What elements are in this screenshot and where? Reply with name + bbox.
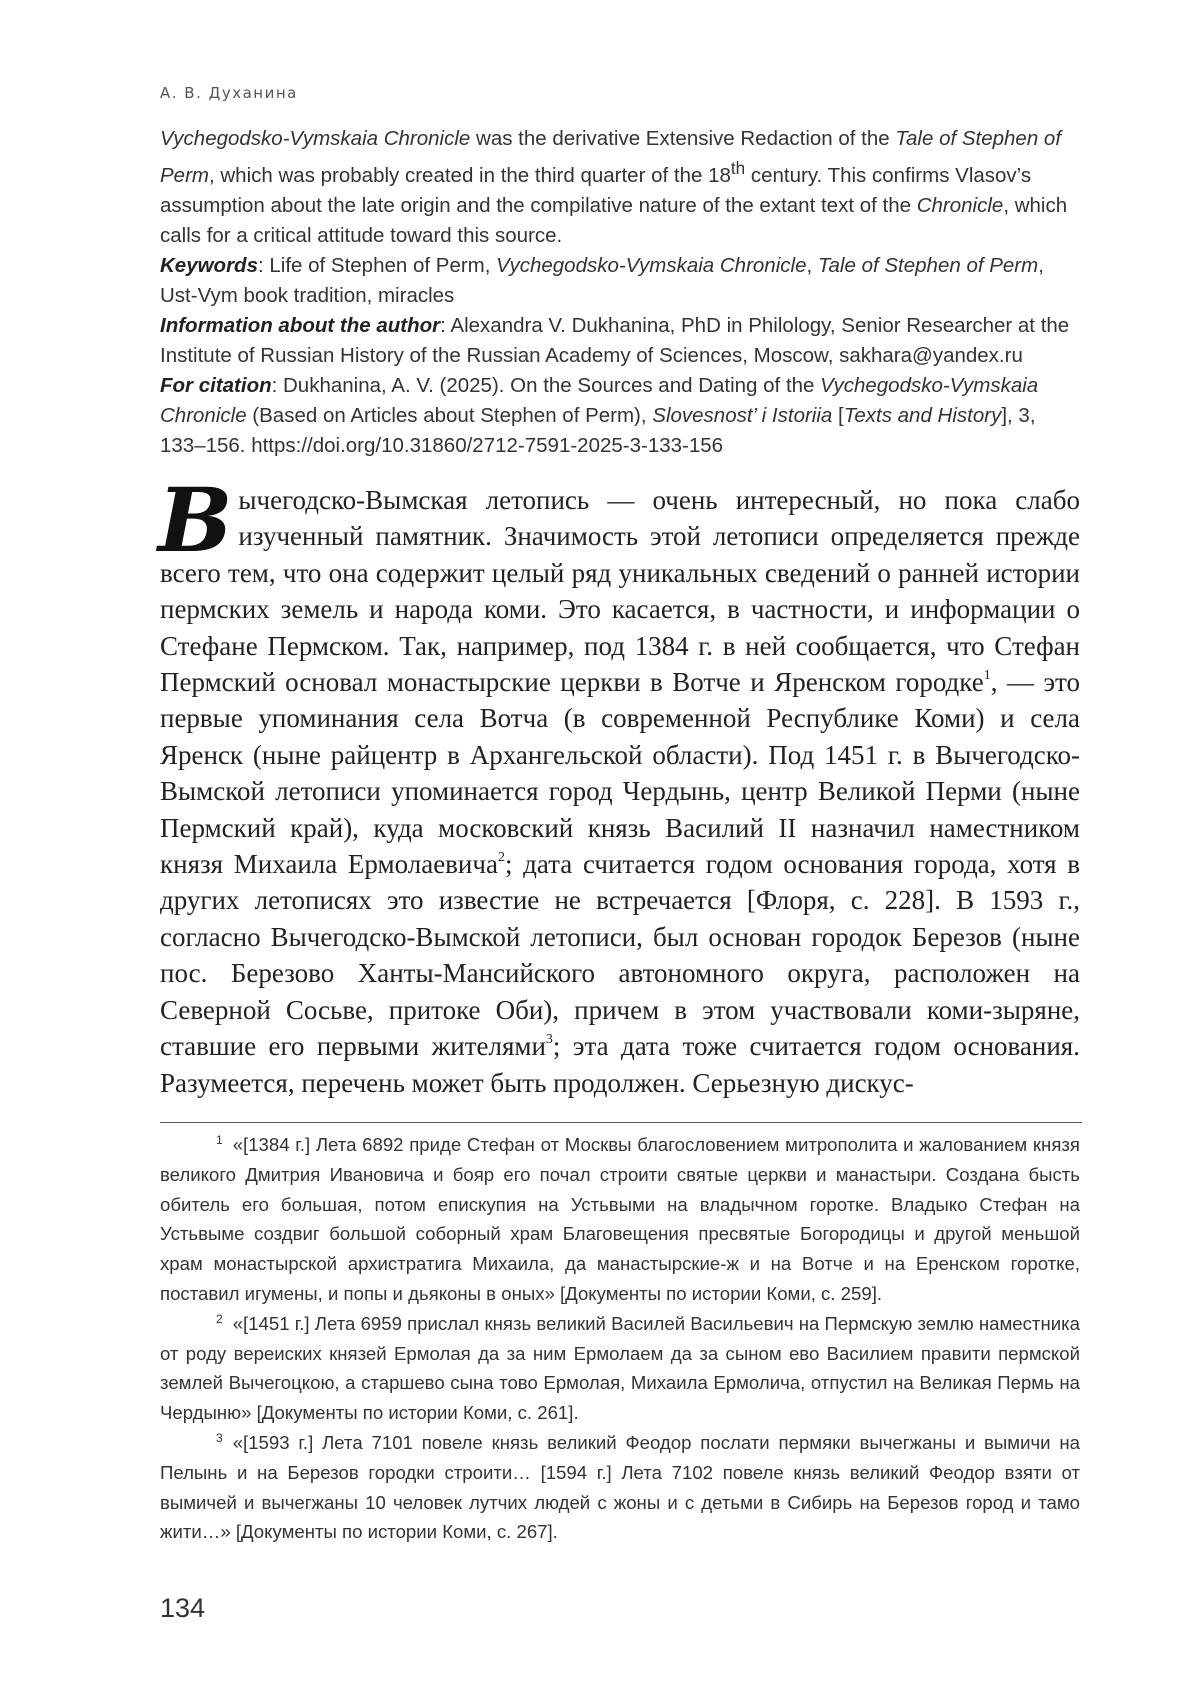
footnote-ref-2[interactable]: 2 — [497, 850, 505, 866]
footnote-number: 3 — [216, 1430, 223, 1445]
footnote-ref-3[interactable]: 3 — [545, 1032, 553, 1048]
abstract-paragraph: Vychegodsko-Vymskaia Chronicle was the derivative Extensive Redaction of the Tale of Stephen of Perm, which was probably created in the third quarter of the 18th century. This confirms Vlasov’s assumption about the late origin and the compilative nature of the extant text of the Chronicle, which calls for a critical attitude toward this source. — [160, 127, 1068, 247]
footnote-divider — [160, 1122, 1082, 1123]
footnotes — [160, 1130, 1080, 1547]
keywords-label: Keywords — [160, 253, 258, 277]
drop-cap: В — [158, 468, 233, 572]
author-info-label: Information about the author — [160, 313, 441, 337]
author-info: Information about the author: Alexandra V. Dukhanina, PhD in Philology, Senior Researcher at the Institute of Russian History of the Russian Academy of Sciences, Moscow, sakhara@yandex.ru — [160, 313, 1070, 367]
citation-label: For citation — [160, 373, 272, 397]
footnote-1: $^1$ «[1384 г.] Лета 6892 приде Стефан от Москвы благословением митрополита и жалованием князя великого Дмитрия Ивановича и бояр его почал строити святые церкви и манастыри. Создана бысть обитель его большая, потом епискупия на Устьвыми на владычном горотке. Владыко Стефан на Устьвыме создвиг большой соборный храм Благовещения пресвятые Богородицы и другой меньшой храм монастырской архистратига Михаила, да манастырские-ж и на Вотче и на Еренском горотке, поставил игумены, и попы и дьяконы в оных» [Документы по истории Коми, с. 259]. — [160, 1132, 1080, 1304]
footnote-3: $^3$ «[1593 г.] Лета 7101 повеле князь великий Феодор послати пермяки вычегжаны и вымичи на Пелынь и на Березов городки строити… [1594 г.] Лета 7102 повеле князь великий Феодор взяти от вымичей и вычегжаны 10 человек лутчих людей с жоны и с детьми в Сибирь на Березов город и тамо жити…» [Документы по истории Коми, с. 267]. — [160, 1430, 1080, 1543]
page-number: 134 — [160, 1593, 206, 1623]
footnote-number: 2 — [216, 1311, 223, 1326]
footnote-2: $^2$ «[1451 г.] Лета 6959 прислал князь великий Василей Васильевич на Пермскую землю наместника от роду вереиских князей Ермолая да за ним Ермолаем да за сыном ево Василием правити пермской землей Вычегоцкою, а старшево сына тово Ермолая, Михаила Ермолича, отпустил на Великая Пермь на Чердыню» [Документы по истории Коми, с. 261]. — [160, 1311, 1080, 1424]
footnote-ref-1[interactable]: 1 — [983, 668, 991, 684]
footnote-number: 1 — [216, 1132, 223, 1147]
keywords: Keywords: Life of Stephen of Perm, Vychegodsko-Vymskaia Chronicle, Tale of Stephen of Perm, Ust-Vym book tradition, miracles — [160, 253, 1044, 307]
running-head-author: А. В. Духанина — [160, 84, 298, 102]
abstract-block — [160, 124, 1080, 461]
citation: For citation: Dukhanina, A. V. (2025). On the Sources and Dating of the Vychegodsko-Vymskaia Chronicle (Based on Articles about Stephen of Perm), Slovesnost’ i Istoriia [Texts and History], 3, 133–156. https://doi.org/10.31860/2712-7591-2025-3-133-156 — [160, 373, 1039, 457]
body-paragraph: Вычегодско-Вымская летопись — очень интересный, но пока слабо изученный памятник. Значимость этой летописи определяется прежде всего тем, что она содержит целый ряд уникальных сведений о ранней истории пермских земель и народа коми. Это касается, в частности, и информации о Стефане Пермском. Так, например, под 1384 г. в ней сообщается, что Стефан Пермский основал монастырские церкви в Вотче и Яренском городке$^1$, — это первые упоминания села Вотча (в современной Республике Коми) и села Яренск (ныне райцентр в Архангельской области). Под 1451 г. в Вычегодско-Вымской летописи упоминается город Чердынь, центр Великой Перми (ныне Пермский край), куда московский князь Василий II назначил наместником князя Михаила Ермолаевича$^2$; дата считается годом основания города, хотя в других летописях это известие не встречается [Флоря, с. 228]. В 1593 г., согласно Вычегодско-Вымской летописи, был основан городок Березов (ныне пос. Березово Ханты-Мансийского автономного округа, расположен на Северной Сосьве, притоке Оби), причем в этом участвовали коми-зыряне, ставшие его первыми жителями$^3$; эта дата тоже считается годом основания. Разумеется, перечень может быть продолжен. Серьезную дискус- — [158, 468, 1081, 1098]
main-text — [158, 468, 1081, 1101]
